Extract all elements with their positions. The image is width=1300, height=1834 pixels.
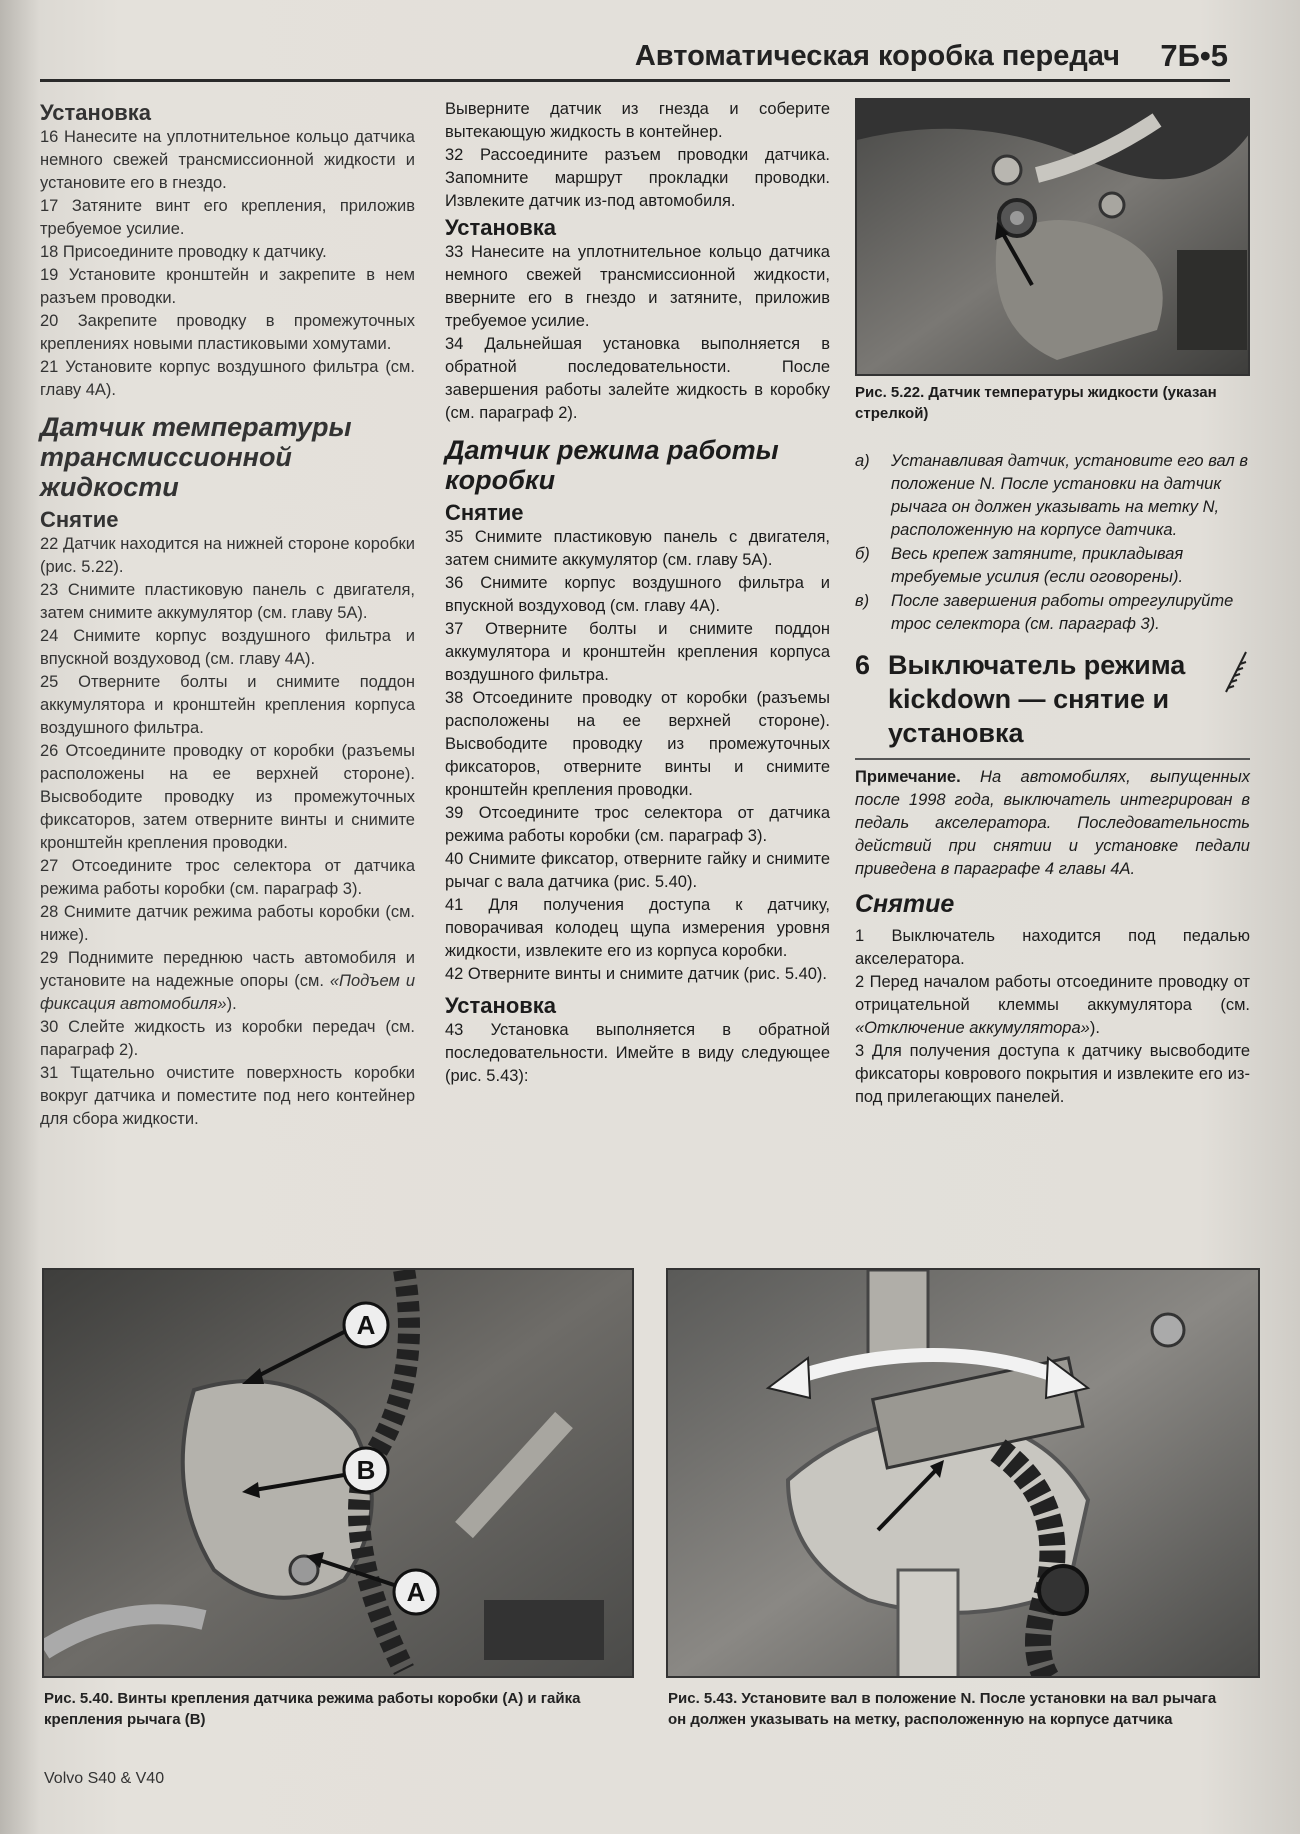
step-42: 42 Отверните винты и снимите датчик (рис. 5.40). xyxy=(445,965,828,983)
column-3 xyxy=(855,98,1250,1109)
step-23: 23 Снимите пластиковую панель с двигателя, затем снимите аккумулятор (см. главу 5А). xyxy=(40,581,415,622)
figure-5-22-photo xyxy=(855,98,1250,376)
step-17: 17 Затяните винт его крепления, приложив требуемое усилие. xyxy=(40,197,415,238)
step-31: 31 Тщательно очистите поверхность коробки вокруг датчика и поместите под него контейнер для сбора жидкости. xyxy=(40,1064,415,1128)
step-25: 25 Отверните болты и снимите поддон аккумулятора и кронштейн крепления корпуса воздушного фильтра. xyxy=(40,673,415,737)
step-31-cont: Выверните датчик из гнезда и соберите вытекающую жидкость в контейнер. xyxy=(445,100,830,141)
figure-5-43-photo xyxy=(666,1268,1260,1678)
subheading-removal: Снятие xyxy=(40,507,119,532)
difficulty-spanner-icon xyxy=(1222,648,1250,696)
step-28: 28 Снимите датчик режима работы коробки (см. ниже). xyxy=(40,903,415,944)
svg-text:A: A xyxy=(406,1577,426,1607)
step-41: 41 Для получения доступа к датчику, поворачивая колодец щупа измерения уровня жидкости, извлеките его из корпуса коробки. xyxy=(445,896,830,960)
step-43: 43 Установка выполняется в обратной последовательности. Имейте в виду следующее (рис. 5.43): xyxy=(445,1021,830,1085)
callout-b xyxy=(344,1448,388,1492)
section-title: Выключатель режима kickdown — снятие и установка xyxy=(888,650,1186,748)
step-19: 19 Установите кронштейн и закрепите в нем разъем проводки. xyxy=(40,266,415,307)
section-6-heading xyxy=(855,648,1250,760)
subheading-installation-2: Установка xyxy=(445,215,557,240)
step-34: 34 Дальнейшая установка выполняется в обратной последовательности. После завершения работы залейте жидкость в коробку (см. параграф 2). xyxy=(445,335,830,422)
figure-5-22-caption: Рис. 5.22. Датчик температуры жидкости (указан стрелкой) xyxy=(855,384,1217,422)
step-22: 22 Датчик находится на нижней стороне коробки (рис. 5.22). xyxy=(40,535,415,576)
chapter-title: Автоматическая коробка передач xyxy=(634,40,1120,72)
section-heading-mode-sensor: Датчик режима работы коробки xyxy=(445,435,779,495)
figure-5-43-caption: Рис. 5.43. Установите вал в положение N. После установки на вал рычага он должен указывать на метку, расположенную на корпусе датчика xyxy=(668,1690,1217,1728)
step-6-1: 1 Выключатель находится под педалью акселератора. xyxy=(855,927,1250,968)
step-18: 18 Присоедините проводку к датчику. xyxy=(40,243,327,261)
list-item: а) Устанавливая датчик, установите его вал в положение N. После установки на датчик рычага он должен указывать на метку N, расположенную на корпусе датчика. xyxy=(855,452,1248,539)
step-20: 20 Закрепите проводку в промежуточных креплениях новыми пластиковыми хомутами. xyxy=(40,312,415,353)
callout-a-bottom xyxy=(394,1570,438,1614)
section-number: 6 xyxy=(855,650,871,680)
step-35: 35 Снимите пластиковую панель с двигателя, затем снимите аккумулятор (см. главу 5А). xyxy=(445,528,830,569)
step-26: 26 Отсоедините проводку от коробки (разъемы расположены на ее верхней стороне). Высвободите проводку из промежуточных фиксаторов, затем отверните винты и снимите кронштейн крепления проводки. xyxy=(40,742,415,852)
step-16: 16 Нанесите на уплотнительное кольцо датчика немного свежей трансмиссионной жидкости и установите его в гнездо. xyxy=(40,128,415,192)
step-21: 21 Установите корпус воздушного фильтра (см. главу 4А). xyxy=(40,358,415,399)
callout-a-top xyxy=(344,1303,388,1347)
step-6-2: 2 Перед началом работы отсоедините проводку от отрицательной клеммы аккумулятора (см. «Отключение аккумулятора»). xyxy=(855,973,1250,1037)
step-39: 39 Отсоедините трос селектора от датчика режима работы коробки (см. параграф 3). xyxy=(445,804,830,845)
step-30: 30 Слейте жидкость из коробки передач (см. параграф 2). xyxy=(40,1018,415,1059)
step-33: 33 Нанесите на уплотнительное кольцо датчика немного свежей трансмиссионной жидкости, вверните его в гнездо и затяните, приложив требуемое усилие. xyxy=(445,243,830,330)
subheading-installation-3: Установка xyxy=(445,993,557,1018)
subheading-removal-3: Снятие xyxy=(855,890,955,918)
figure-5-40-photo xyxy=(42,1268,634,1678)
subheading-removal-2: Снятие xyxy=(445,500,524,525)
subheading-installation: Установка xyxy=(40,100,152,125)
svg-text:A: A xyxy=(356,1310,376,1340)
list-item: б) Весь крепеж затяните, прикладывая требуемые усилия (если оговорены). xyxy=(855,545,1184,586)
page-number: 7Б•5 xyxy=(1160,38,1228,73)
step-6-3: 3 Для получения доступа к датчику высвободите фиксаторы коврового покрытия и извлеките его из-под прилегающих панелей. xyxy=(855,1042,1250,1106)
installation-notes-list xyxy=(855,450,1250,636)
step-27: 27 Отсоедините трос селектора от датчика режима работы коробки (см. параграф 3). xyxy=(40,857,415,898)
step-36: 36 Снимите корпус воздушного фильтра и впускной воздуховод (см. главу 4А). xyxy=(445,574,830,615)
step-32: 32 Рассоедините разъем проводки датчика. Запомните маршрут прокладки проводки. Извлеките датчик из-под автомобиля. xyxy=(445,146,830,210)
step-38: 38 Отсоедините проводку от коробки (разъемы расположены на ее верхней стороне). Высвободите проводку из промежуточных фиксаторов, отверните винты и снимите кронштейн крепления проводки. xyxy=(445,689,830,799)
svg-text:B: B xyxy=(356,1455,376,1485)
step-29: 29 Поднимите переднюю часть автомобиля и установите на надежные опоры (см. «Подъем и фиксация автомобиля»). xyxy=(40,949,415,1013)
list-item: в) После завершения работы отрегулируйте трос селектора (см. параграф 3). xyxy=(855,592,1234,633)
note-paragraph: Примечание. На автомобилях, выпущенных после 1998 года, выключатель интегрирован в педаль акселератора. Последовательность действий при снятии и установке педали приведена в параграфе 4 главы 4А. xyxy=(855,768,1250,878)
page-header xyxy=(40,36,1230,82)
step-40: 40 Снимите фиксатор, отверните гайку и снимите рычаг с вала датчика (рис. 5.40). xyxy=(445,850,830,891)
figure-5-40-caption: Рис. 5.40. Винты крепления датчика режима работы коробки (А) и гайка крепления рычага (В) xyxy=(44,1690,581,1728)
section-heading-fluid-temp-sensor: Датчик температуры трансмиссионной жидкости xyxy=(40,412,352,502)
column-2 xyxy=(445,98,830,1088)
column-1 xyxy=(40,98,415,1131)
step-24: 24 Снимите корпус воздушного фильтра и впускной воздуховод (см. главу 4А). xyxy=(40,627,415,668)
step-37: 37 Отверните болты и снимите поддон аккумулятора и кронштейн крепления корпуса воздушного фильтра. xyxy=(445,620,830,684)
page-footer: Volvo S40 & V40 xyxy=(44,1770,165,1787)
